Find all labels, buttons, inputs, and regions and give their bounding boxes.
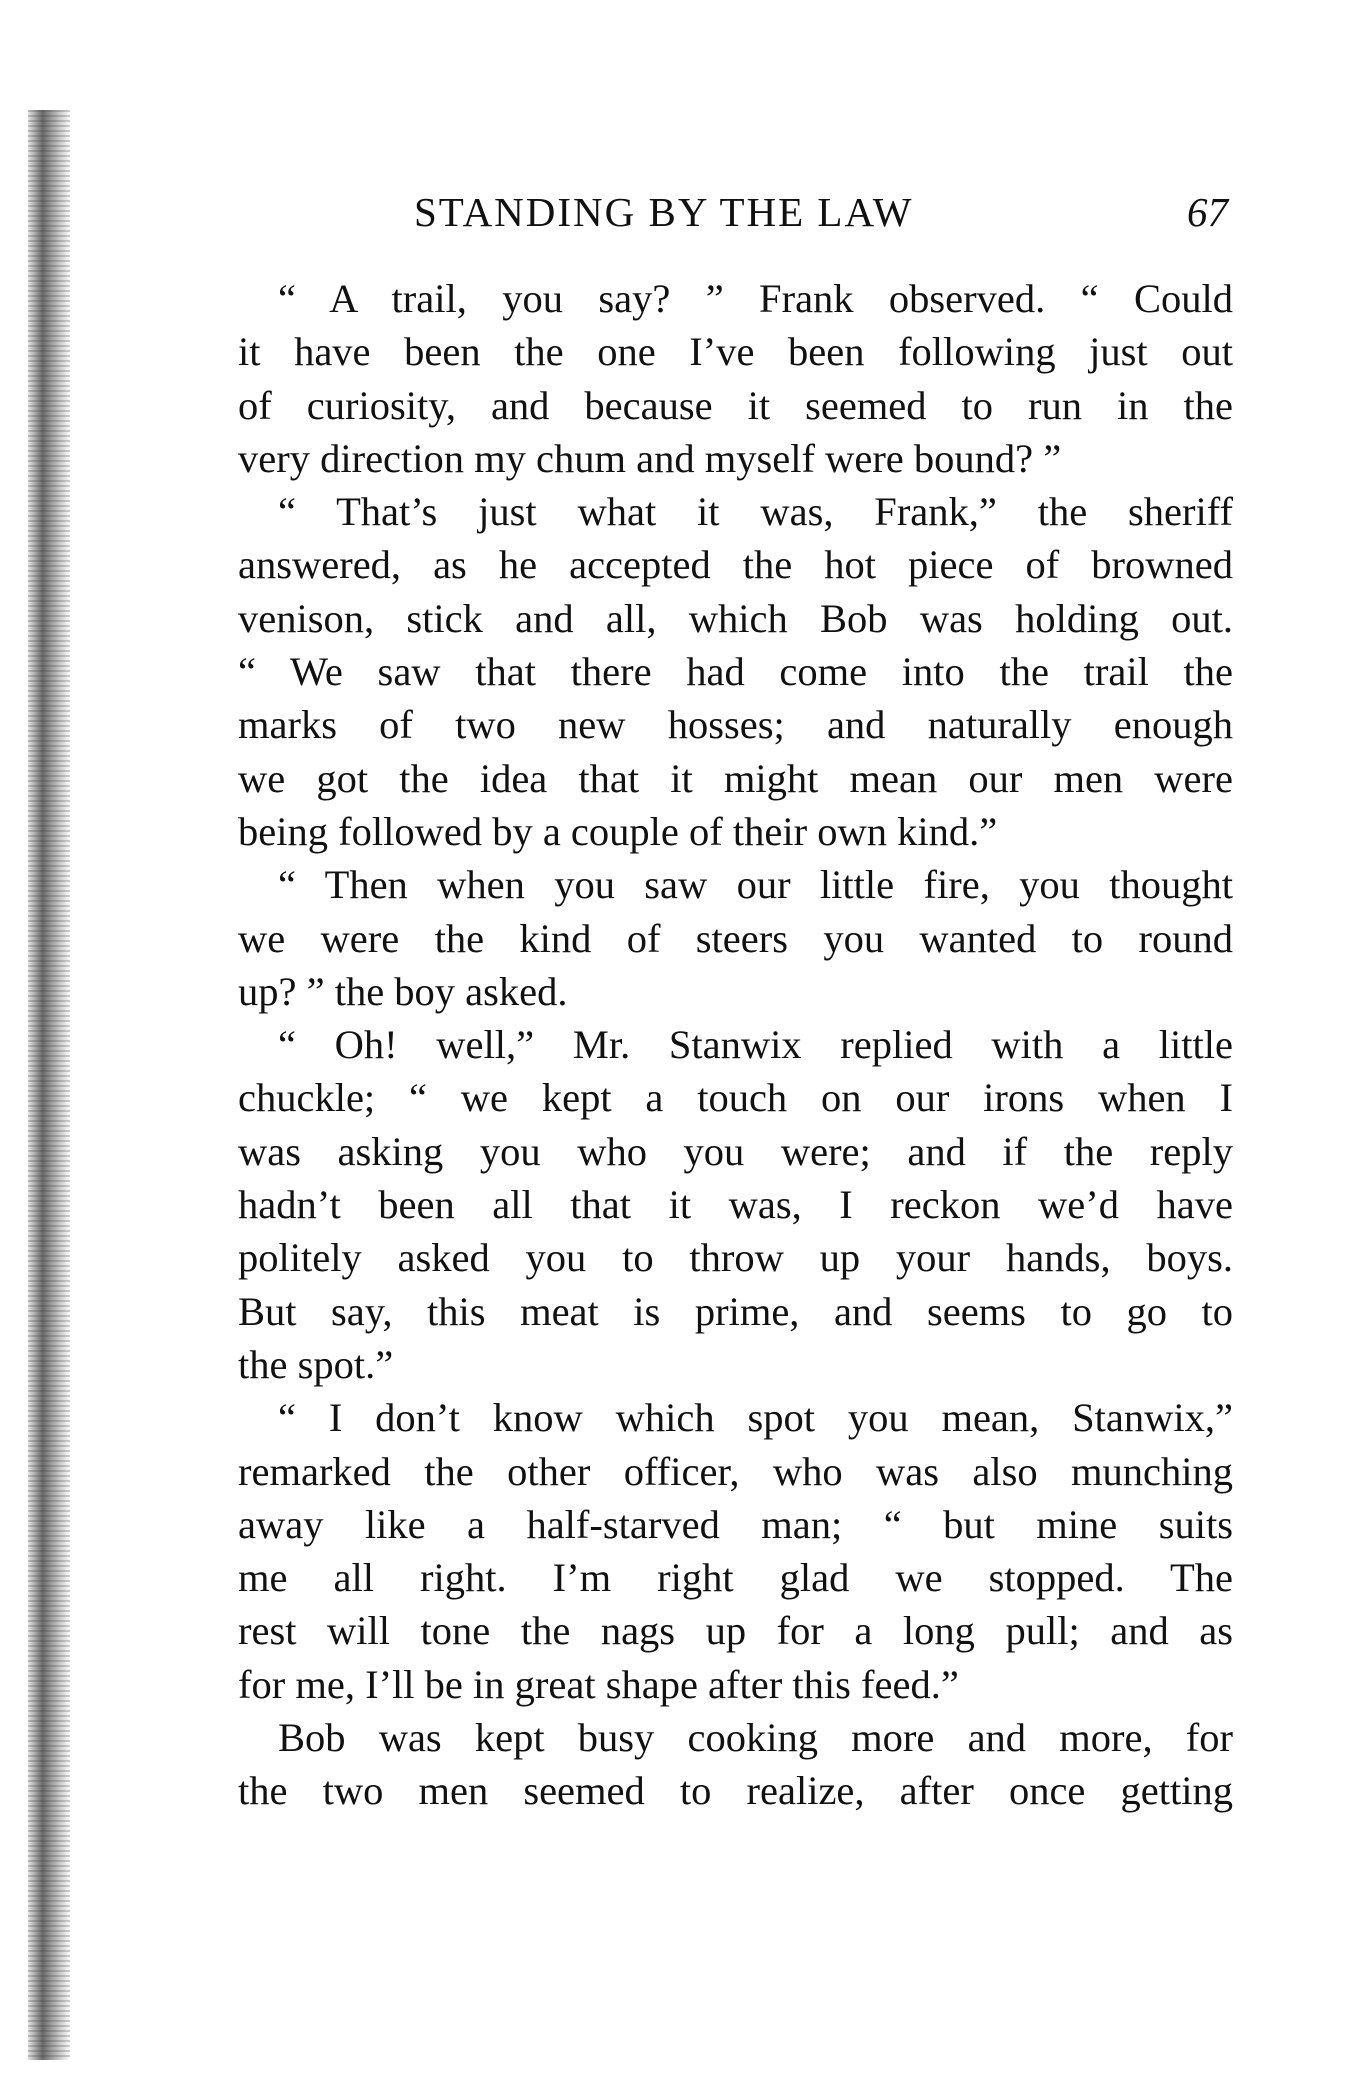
text-line: “ A trail, you say? ” Frank observed. “ Could [278,276,1233,321]
text-line: remarked the other officer, who was also munching [238,1448,1233,1494]
body-text [238,272,1233,1818]
text-line: chuckle; “ we kept a touch on our irons when I [238,1075,1233,1121]
page-header [238,188,1238,238]
text-line: answered, as he accepted the hot piece of browned [238,542,1233,588]
text-line: away like a half-starved man; “ but mine suits [238,1501,1233,1547]
text-line: we were the kind of steers you wanted to round [238,915,1233,961]
text-line: “ I don’t know which spot you mean, Stanwix,” [278,1395,1233,1441]
text-line: venison, stick and all, which Bob was holding out. [238,595,1233,641]
text-line: the two men seemed to realize, after once getting [238,1768,1233,1814]
text-line: “ Oh! well,” Mr. Stanwix replied with a little [278,1022,1233,1068]
text-line: But say, this meat is prime, and seems to go to [238,1288,1233,1334]
scan-gutter-shadow [28,110,70,2060]
text-line: “ We saw that there had come into the trail the [238,649,1233,695]
text-line: Bob was kept busy cooking more and more, for [278,1715,1233,1761]
text-line: “ Then when you saw our little fire, you thought [278,862,1233,908]
text-line: very direction my chum and myself were bound? ” [238,435,1062,481]
text-line: the spot.” [238,1341,394,1387]
text-line: of curiosity, and because it seemed to run in the [238,382,1233,428]
text-line: hadn’t been all that it was, I reckon we’d have [238,1182,1233,1228]
text-line: being followed by a couple of their own kind.” [238,808,998,854]
text-line: was asking you who you were; and if the reply [238,1128,1233,1174]
text-line: it have been the one I’ve been following just out [238,329,1233,375]
text-line: up? ” the boy asked. [238,968,568,1014]
page-number: 67 [1187,189,1228,235]
text-line: rest will tone the nags up for a long pull; and as [238,1608,1233,1654]
text-line: politely asked you to throw up your hands, boys. [238,1235,1233,1281]
running-title: STANDING BY THE LAW [414,189,914,235]
text-line: for me, I’ll be in great shape after this feed.” [238,1661,959,1707]
text-line: marks of two new hosses; and naturally enough [238,702,1233,748]
text-line: “ That’s just what it was, Frank,” the sheriff [278,489,1233,535]
text-line: me all right. I’m right glad we stopped. The [238,1555,1233,1601]
text-line: we got the idea that it might mean our men were [238,755,1233,801]
